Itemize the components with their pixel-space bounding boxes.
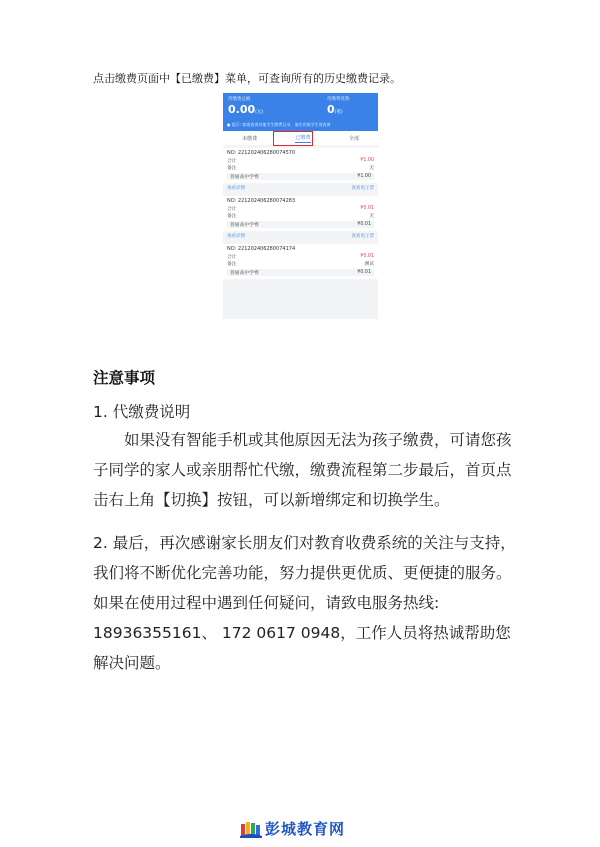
record-card[interactable]: NO: 221202406280074174 合计 ¥0.01 备注 测试 普通高中学费 ¥0.01 — [223, 244, 378, 279]
unpaid-count: 待缴费笔数 0(笔) — [327, 97, 350, 116]
tab-unpaid[interactable]: 未缴费 — [242, 135, 258, 142]
tab-bar — [223, 131, 378, 145]
notes-heading: 注意事项 — [93, 369, 156, 387]
notice-text: ● 提示: 如需查询其他学生缴费记录，请先切换学生再查询 — [227, 122, 331, 127]
detail-link[interactable]: 查看详情 — [227, 186, 245, 191]
invoice-link[interactable]: 查看电子票 — [351, 234, 374, 239]
record-card[interactable]: NO: 221202406280074283 合计 ¥0.01 备注 无 普通高中学费 ¥0.01 — [223, 196, 378, 231]
intro-text: 点击缴费页面中【已缴费】菜单，可查询所有的历史缴费记录。 — [93, 72, 401, 85]
detail-link[interactable]: 查看详情 — [227, 234, 245, 239]
highlight-box — [273, 131, 313, 146]
tab-all[interactable]: 全部 — [348, 135, 359, 142]
note-1-title: 1. 代缴费说明 — [93, 403, 191, 421]
payment-screenshot — [223, 93, 378, 319]
note-2-body: 2. 最后，再次感谢家长朋友们对教育收费系统的关注与支持，我们将不断优化完善功能，努力提供更优质、更便捷的服务。如果在使用过程中遇到任何疑问，请致电服务热线: 18936355161、 172 0617 0948，工作人员将热诚帮助您解决问题。 — [93, 534, 516, 672]
invoice-link[interactable]: 查看电子票 — [351, 186, 374, 191]
summary-header — [223, 93, 378, 131]
tab-paid[interactable]: 已缴费 — [295, 134, 311, 141]
record-card[interactable]: NO: 2212024062800745​70 合计 ¥1.00 备注 无 普通高中学费 ¥1.00 — [223, 148, 378, 183]
book-logo-icon — [240, 820, 262, 838]
unpaid-total: 待缴费总额 0.00(元) — [228, 97, 264, 116]
logo-text: 彭城教育网 — [265, 820, 346, 838]
site-logo — [240, 818, 345, 839]
note-1-body: 如果没有智能手机或其他原因无法为孩子缴费，可请您孩子同学的家人或亲朋帮忙代缴，缴费流程第二步最后，首页点击右上角【切换】按钮，可以新增绑定和切换学生。 — [93, 431, 512, 509]
